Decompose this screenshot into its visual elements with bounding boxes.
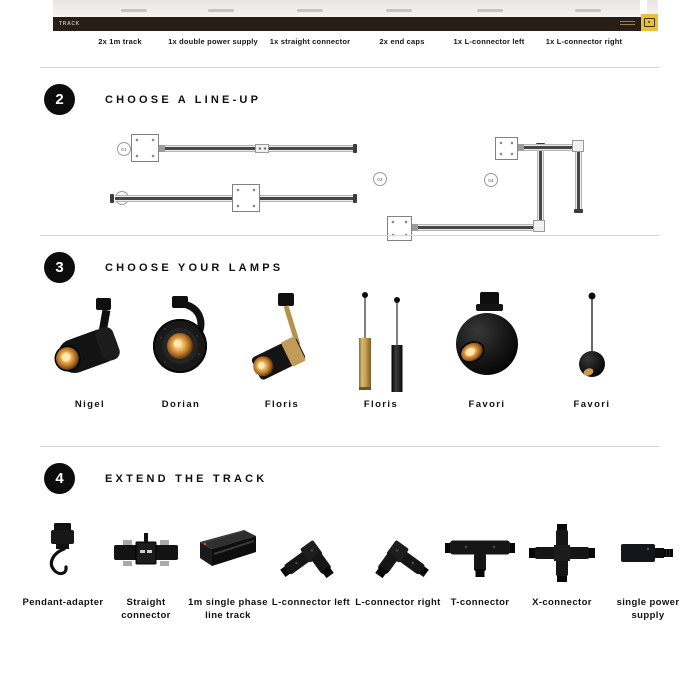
shadow-dash: [208, 9, 234, 12]
lamp-name: Favori: [468, 399, 506, 410]
step-number: 2: [55, 91, 64, 108]
kit-item-label: 1x straight connector: [269, 37, 351, 46]
track-segment: [537, 148, 544, 220]
end-cap: [353, 144, 357, 153]
track-segment: [575, 152, 582, 209]
lamp-favori-pendant-image: [564, 291, 620, 393]
extend-item-name: X-connector: [532, 597, 592, 608]
step-4-title: EXTEND THE TRACK: [105, 473, 268, 485]
track-segment: [115, 195, 232, 202]
extend-item-name: Straight connector: [121, 597, 171, 621]
kit-item-label: 2x end caps: [379, 37, 425, 46]
lamp-name: Floris: [363, 399, 399, 410]
shadow-dash: [386, 9, 412, 12]
power-supply-box: [232, 184, 260, 212]
l-connector-left-image: [275, 522, 347, 590]
extend-item-name: L-connector right: [355, 597, 441, 608]
extend-item-name: T-connector: [450, 597, 510, 608]
yellow-brand-badge: [641, 14, 658, 31]
straight-connector-image: [110, 522, 182, 590]
camera-icon: [644, 18, 655, 27]
track-segment: [418, 224, 534, 231]
track-segment: [165, 145, 255, 152]
shadow-dash: [477, 9, 503, 12]
lineup-option-label: 04: [484, 173, 498, 187]
x-connector-image: [526, 522, 598, 590]
track-segment: [524, 144, 573, 151]
lamp-name: Favori: [573, 399, 611, 410]
t-connector-image: [444, 522, 516, 590]
step-2-title: CHOOSE A LINE-UP: [105, 94, 262, 106]
section-divider: [40, 235, 660, 236]
step-2-badge: [44, 84, 75, 115]
kit-item-label: 2x 1m track: [98, 37, 142, 46]
section-divider: [40, 446, 660, 447]
step-number: 4: [55, 470, 64, 487]
l-connector-right-image: [362, 522, 434, 590]
extend-item-name: Pendant-adapter: [22, 597, 104, 608]
photo-gap: [640, 0, 647, 14]
power-supply-box: [495, 137, 518, 160]
power-supply-box: [387, 216, 412, 241]
track-photo-strip: [53, 0, 658, 17]
lamp-dorian-image: [141, 296, 221, 388]
l-connector-piece: [533, 220, 545, 232]
step-3-title: CHOOSE YOUR LAMPS: [105, 262, 284, 274]
step-3-badge: [44, 252, 75, 283]
straight-connector-piece: [255, 144, 269, 153]
l-connector-piece: [572, 140, 584, 152]
lamp-name: Nigel: [74, 399, 106, 410]
lamp-favori-spot-image: [444, 292, 530, 388]
end-cap: [110, 194, 114, 203]
lamp-floris-spot-image: [241, 293, 321, 391]
pendant-adapter-image: [27, 522, 99, 590]
shadow-dash: [575, 9, 601, 12]
single-power-supply-image: [612, 522, 684, 590]
lamp-name: Dorian: [161, 399, 201, 410]
track-rail-label: TRACK: [59, 21, 80, 27]
track-segment: [260, 195, 353, 202]
power-supply-box: [131, 134, 159, 162]
extend-item-name: 1m single phase line track: [188, 597, 268, 621]
track-rail-image: [53, 17, 658, 31]
section-divider: [40, 67, 660, 68]
step-number: 3: [55, 259, 64, 276]
lamp-floris-pendant-image: [348, 291, 414, 393]
kit-item-label: 1x L-connector right: [545, 37, 623, 46]
extend-item-name: single power supply: [616, 597, 680, 621]
rail-ticks: [620, 21, 635, 27]
kit-item-label: 1x double power supply: [168, 37, 258, 46]
shadow-dash: [297, 9, 323, 12]
lamp-nigel-image: [50, 296, 130, 388]
lineup-option-label: 01: [117, 142, 131, 156]
lamp-name: Floris: [264, 399, 300, 410]
shadow-dash: [121, 9, 147, 12]
step-4-badge: [44, 463, 75, 494]
end-cap: [574, 209, 583, 213]
kit-item-label: 1x L-connector left: [453, 37, 525, 46]
line-track-image: [192, 522, 264, 590]
extend-item-name: L-connector left: [271, 597, 351, 608]
track-segment: [269, 145, 353, 152]
lineup-option-label: 03: [373, 172, 387, 186]
end-cap: [353, 194, 357, 203]
